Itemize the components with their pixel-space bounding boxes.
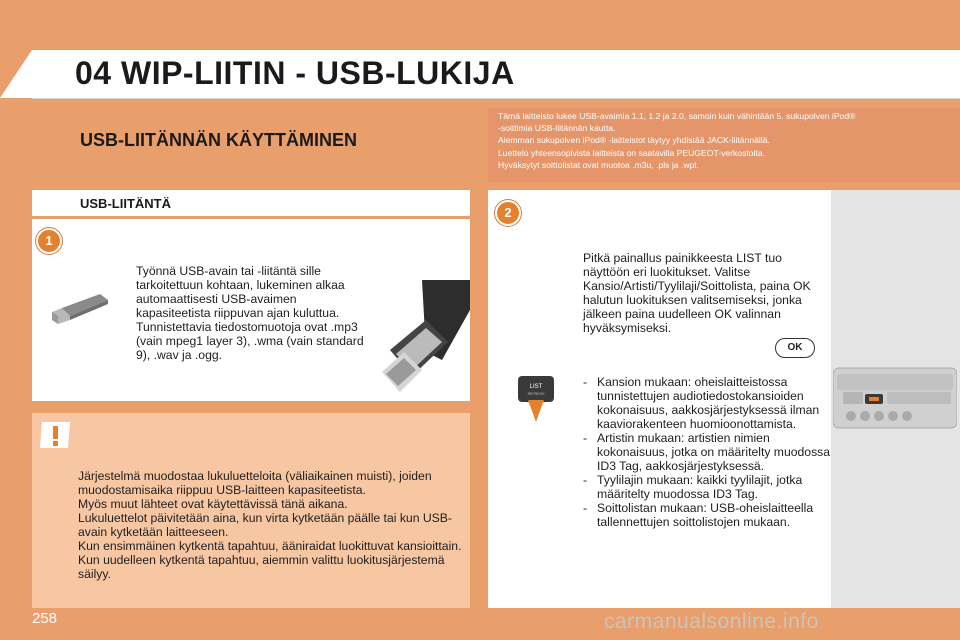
usb-subheading: USB-LIITÄNTÄ [80,196,171,211]
page-number: 258 [32,610,58,627]
radio-unit-icon [833,366,957,430]
intro-line: -soittimia USB-liitännän kautta. [498,123,616,134]
list-key-icon[interactable] [516,374,556,424]
list-item: - Tyylilajin mukaan: kaikki tyylilajit, jotka määritelty muodossa ID3 Tag. [583,473,803,501]
list-key-sub: REFRESH [527,392,545,396]
intro-line: Hyväksytyt soittolistat ovat muotoa .m3u, .pls ja .wpl. [498,159,699,170]
step1-badge: 1 [36,228,62,254]
warning-paragraph: Kun ensimmäinen kytkentä tapahtuu, ääniraidat luokittuvat kansioittain. Kun uudelleen kytkentä tapahtuu, aiemmin valittu luokitusjärjestemä säilyy. [78,539,462,581]
usb-cable-icon [382,280,470,398]
list-item: - Soittolistan mukaan: USB-oheislaitteella tallennettujen soittolistojen mukaan. [583,501,814,529]
step2-text: Pitkä painallus painikkeesta LIST tuo näyttöön eri luokitukset. Valitse Kansio/Artisti/Tyylilaji/Soittolista, paina OK halutun luokituksen valitsemiseksi, jonka jälkeen paina uudelleen OK valinnan hyväksymiseksi. [583,251,811,335]
warning-text [78,469,463,581]
intro-line: Tämä laitteisto lukee USB-avaimia 1.1, 1.2 ja 2.0, samoin kuin vähintään 5. sukupolven iPod® [498,111,856,121]
list-item: - Kansion mukaan: oheislaitteistossa tunnistettujen audiotiedostokansioiden kokonaisuus, aakkosjärjestyksessä ilman kaaviorakenteen huomioonottamista. [583,375,820,431]
ok-button[interactable]: OK [775,338,815,358]
intro-line: Luettelo yhteensopivista laitteista on saatavilla PEUGEOT-verkostolta. [498,147,766,158]
step2-badge: 2 [495,200,521,226]
page-title: 04 WIP-LIITIN - USB-LUKIJA [75,55,515,91]
exclamation-icon [38,420,72,450]
warning-paragraph: Lukuluettelot päivitetään aina, kun virta kytketään päälle tai kun USB-avain kytketään laitteeseen. [78,511,452,539]
watermark: carmanualsonline.info [604,610,819,633]
step1-text: Työnnä USB-avain tai -liitäntä sille tarkoitettuun kohtaan, lukeminen alkaa automaattisesti USB-avaimen kapasiteetista riippuvan ajan kuluttua. Tunnistettavia tiedostomuotoja ovat .mp3 (vain mpeg1 layer 3), .wma (vain standard 9), .wav ja .ogg. [136,264,364,362]
warning-paragraph: Myös muut lähteet ovat käytettävissä tänä aikana. [78,497,348,511]
warning-paragraph: Järjestelmä muodostaa lukuluetteloita (väliaikainen muisti), joiden muodostamisaika riippuu USB-laitteen kapasiteetista. [78,469,432,497]
classification-list [583,375,833,529]
list-item: - Artistin mukaan: artistien nimien kokonaisuus, jotka on määritelty muodossa ID3 Tag, aakkosjärjestyksessä. [583,431,831,473]
list-key-label: LIST [529,384,543,390]
intro-text [498,110,953,171]
section-title: USB-LIITÄNNÄN KÄYTTÄMINEN [80,130,357,150]
intro-line: Aiemman sukupolven iPod® -laitteistot täytyy yhdistää JACK-liitännällä. [498,135,770,146]
usb-stick-icon [48,290,110,330]
